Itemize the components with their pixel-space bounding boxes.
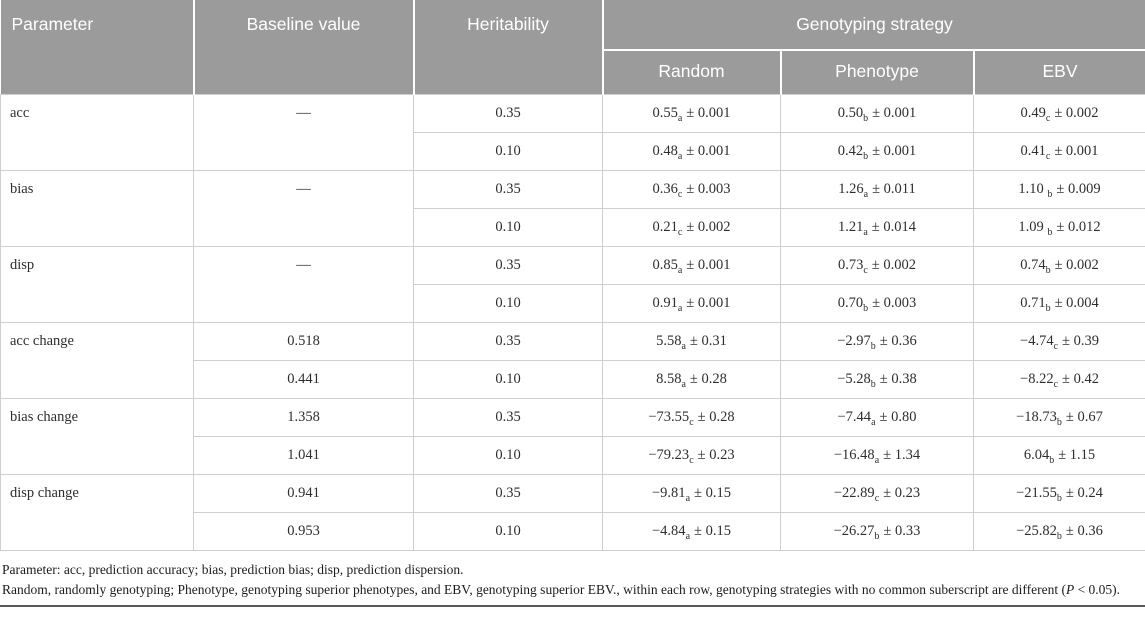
value-cell: $-4.84_a \pm 0.15$ <box>603 512 781 550</box>
parameter-cell: acc change <box>1 322 194 398</box>
value-cell: $1.26_a \pm 0.011$ <box>781 170 974 208</box>
value-cell: $0.55_a \pm 0.001$ <box>603 94 781 132</box>
heritability-cell: 0.10 <box>414 132 603 170</box>
header-strategy-ebv: EBV <box>974 50 1145 94</box>
value-cell: 1.10 $_b$ ± 0.009 <box>974 170 1145 208</box>
value-cell: $-22.89_c \pm 0.23$ <box>781 474 974 512</box>
value-cell: $-16.48_a \pm 1.34$ <box>781 436 974 474</box>
heritability-cell: 0.35 <box>414 474 603 512</box>
baseline-cell: — <box>194 94 414 170</box>
value-cell: $-25.82_b \pm 0.36$ <box>974 512 1145 550</box>
baseline-cell: 0.953 <box>194 512 414 550</box>
baseline-cell: 0.441 <box>194 360 414 398</box>
table-body <box>1 94 1145 550</box>
value-cell: $0.85_a \pm 0.001$ <box>603 246 781 284</box>
footnote-line-1: Parameter: acc, prediction accuracy; bias, prediction bias; disp, prediction dispersion. <box>2 561 464 577</box>
value-cell: $0.49_c \pm 0.002$ <box>974 94 1145 132</box>
header-parameter: Parameter <box>1 0 194 94</box>
value-cell: $0.73_c \pm 0.002$ <box>781 246 974 284</box>
value-cell: $-73.55_c \pm 0.28$ <box>603 398 781 436</box>
header-genotyping-strategy: Genotyping strategy <box>603 0 1145 50</box>
table-row <box>1 170 1145 208</box>
table-footnotes <box>0 551 1145 600</box>
header-heritability: Heritability <box>414 0 603 94</box>
value-cell: $0.91_a \pm 0.001$ <box>603 284 781 322</box>
baseline-cell: — <box>194 246 414 322</box>
table-row <box>1 322 1145 360</box>
table-row <box>1 474 1145 512</box>
value-cell: $0.71_b \pm 0.004$ <box>974 284 1145 322</box>
value-cell: $0.50_b \pm 0.001$ <box>781 94 974 132</box>
baseline-cell: 0.518 <box>194 322 414 360</box>
parameter-cell: acc <box>1 94 194 170</box>
value-cell: $-79.23_c \pm 0.23$ <box>603 436 781 474</box>
value-cell: $8.58_a \pm 0.28$ <box>603 360 781 398</box>
table-row <box>1 94 1145 132</box>
header-baseline-value: Baseline value <box>194 0 414 94</box>
baseline-cell: — <box>194 170 414 246</box>
parameter-cell: disp <box>1 246 194 322</box>
parameter-cell: bias change <box>1 398 194 474</box>
heritability-cell: 0.35 <box>414 170 603 208</box>
value-cell: $0.74_b \pm 0.002$ <box>974 246 1145 284</box>
parameter-cell: bias <box>1 170 194 246</box>
value-cell: $0.36_c \pm 0.003$ <box>603 170 781 208</box>
value-cell: $-7.44_a \pm 0.80$ <box>781 398 974 436</box>
heritability-cell: 0.10 <box>414 512 603 550</box>
value-cell: $-8.22_c \pm 0.42$ <box>974 360 1145 398</box>
value-cell: $0.70_b \pm 0.003$ <box>781 284 974 322</box>
heritability-cell: 0.10 <box>414 360 603 398</box>
header-strategy-random: Random <box>603 50 781 94</box>
footnote-line-2: Random, randomly genotyping; Phenotype, genotyping superior phenotypes, and EBV, genotyping superior EBV., within each row, genotyping strategies with no common suberscript are different (P < 0.05). <box>2 581 1121 597</box>
heritability-cell: 0.10 <box>414 436 603 474</box>
p-value-symbol: P <box>1065 581 1075 597</box>
header-strategy-phenotype: Phenotype <box>781 50 974 94</box>
table-header <box>1 0 1145 94</box>
heritability-cell: 0.10 <box>414 208 603 246</box>
value-cell: $0.42_b \pm 0.001$ <box>781 132 974 170</box>
table-row <box>1 246 1145 284</box>
baseline-cell: 1.358 <box>194 398 414 436</box>
value-cell: $-21.55_b \pm 0.24$ <box>974 474 1145 512</box>
baseline-cell: 0.941 <box>194 474 414 512</box>
value-cell: $0.21_c \pm 0.002$ <box>603 208 781 246</box>
value-cell: $-2.97_b \pm 0.36$ <box>781 322 974 360</box>
value-cell: 1.09 $_b$ ± 0.012 <box>974 208 1145 246</box>
heritability-cell: 0.10 <box>414 284 603 322</box>
value-cell: $-9.81_a \pm 0.15$ <box>603 474 781 512</box>
value-cell: $-18.73_b \pm 0.67$ <box>974 398 1145 436</box>
value-cell: $5.58_a \pm 0.31$ <box>603 322 781 360</box>
heritability-cell: 0.35 <box>414 398 603 436</box>
header-row-main <box>1 0 1145 50</box>
bottom-rule <box>0 605 1145 607</box>
baseline-cell: 1.041 <box>194 436 414 474</box>
heritability-cell: 0.35 <box>414 246 603 284</box>
value-cell: $-5.28_b \pm 0.38$ <box>781 360 974 398</box>
value-cell: $6.04_b \pm 1.15$ <box>974 436 1145 474</box>
value-cell: $0.48_a \pm 0.001$ <box>603 132 781 170</box>
value-cell: $-26.27_b \pm 0.33$ <box>781 512 974 550</box>
value-cell: $-4.74_c \pm 0.39$ <box>974 322 1145 360</box>
heritability-cell: 0.35 <box>414 322 603 360</box>
parameter-cell: disp change <box>1 474 194 550</box>
value-cell: $0.41_c \pm 0.001$ <box>974 132 1145 170</box>
value-cell: $1.21_a \pm 0.014$ <box>781 208 974 246</box>
table-row <box>1 398 1145 436</box>
heritability-cell: 0.35 <box>414 94 603 132</box>
